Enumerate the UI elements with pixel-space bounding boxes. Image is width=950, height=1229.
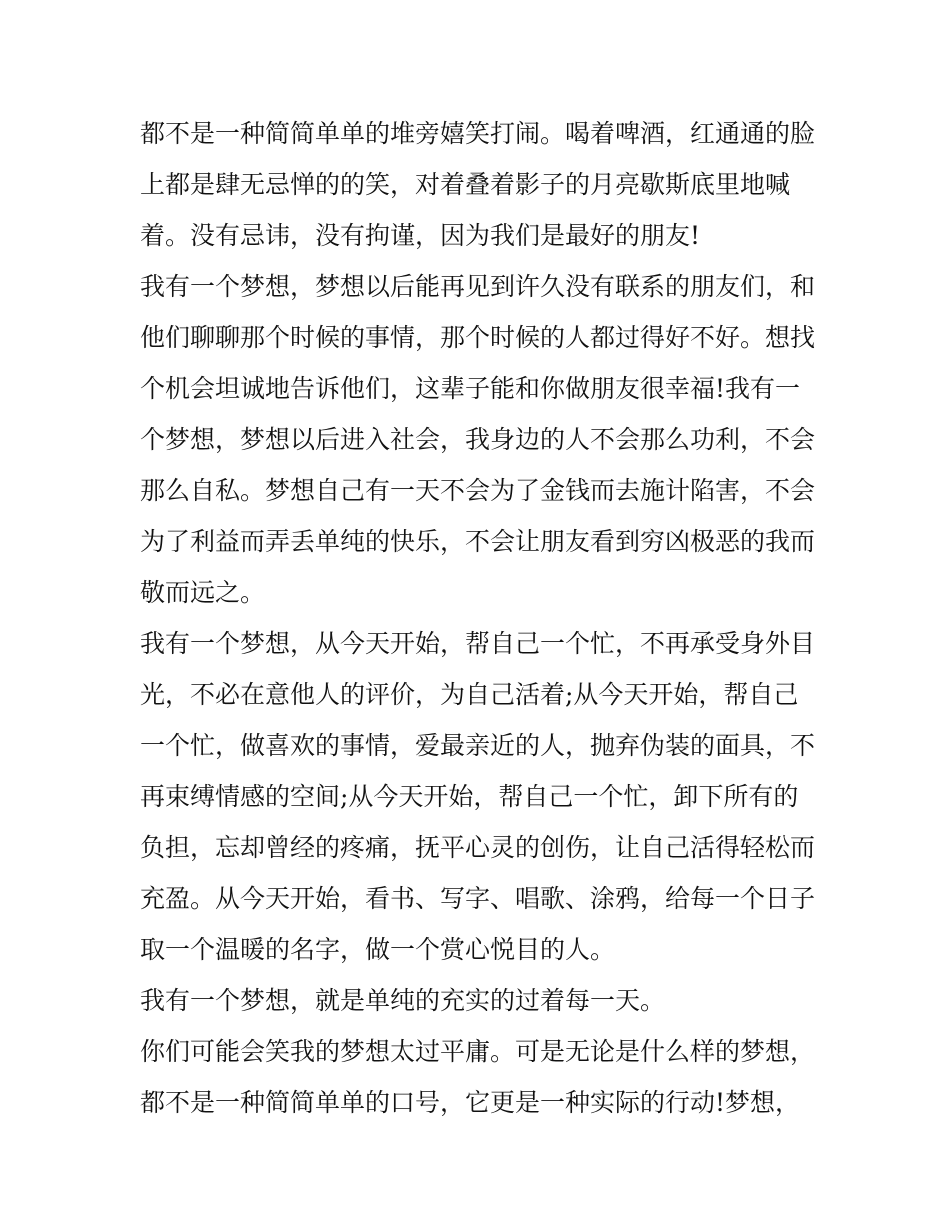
text-line: 敬而远之。 — [140, 578, 266, 607]
text-line: 为了利益而弄丢单纯的快乐，不会让朋友看到穷凶极恶的我而 — [140, 527, 816, 556]
text-line: 再束缚情感的空间;从今天开始，帮自己一个忙，卸下所有的 — [140, 782, 799, 811]
text-line: 光，不必在意他人的评价，为自己活着;从今天开始，帮自己 — [140, 680, 799, 709]
text-line: 你们可能会笑我的梦想太过平庸。可是无论是什么样的梦想， — [140, 1037, 816, 1066]
text-line: 都不是一种简简单单的堆旁嬉笑打闹。喝着啤酒，红通通的脸 — [140, 119, 816, 148]
text-line: 负担，忘却曾经的疼痛，抚平心灵的创伤，让自己活得轻松而 — [140, 833, 816, 862]
text-line: 上都是肆无忌惮的的笑，对着叠着影子的月亮歇斯底里地喊 — [140, 170, 791, 199]
text-line: 个梦想，梦想以后进入社会，我身边的人不会那么功利，不会 — [140, 425, 816, 454]
text-line: 取一个温暖的名字，做一个赏心悦目的人。 — [140, 935, 616, 964]
text-line: 我有一个梦想，从今天开始，帮自己一个忙，不再承受身外目 — [140, 629, 816, 658]
text-line: 都不是一种简简单单的口号，它更是一种实际的行动!梦想， — [140, 1088, 801, 1117]
document-body — [140, 108, 820, 1128]
text-line: 个机会坦诚地告诉他们，这辈子能和你做朋友很幸福!我有一 — [140, 374, 801, 403]
text-line: 我有一个梦想，梦想以后能再见到许久没有联系的朋友们，和 — [140, 272, 816, 301]
text-line: 我有一个梦想，就是单纯的充实的过着每一天。 — [140, 986, 666, 1015]
text-line: 他们聊聊那个时候的事情，那个时候的人都过得好不好。想找 — [140, 323, 816, 352]
text-line: 一个忙，做喜欢的事情，爱最亲近的人，抛弃伪装的面具，不 — [140, 731, 816, 760]
text-line: 那么自私。梦想自己有一天不会为了金钱而去施计陷害，不会 — [140, 476, 816, 505]
text-line: 着。没有忌讳，没有拘谨，因为我们是最好的朋友! — [140, 221, 701, 250]
text-line: 充盈。从今天开始，看书、写字、唱歌、涂鸦，给每一个日子 — [140, 884, 816, 913]
